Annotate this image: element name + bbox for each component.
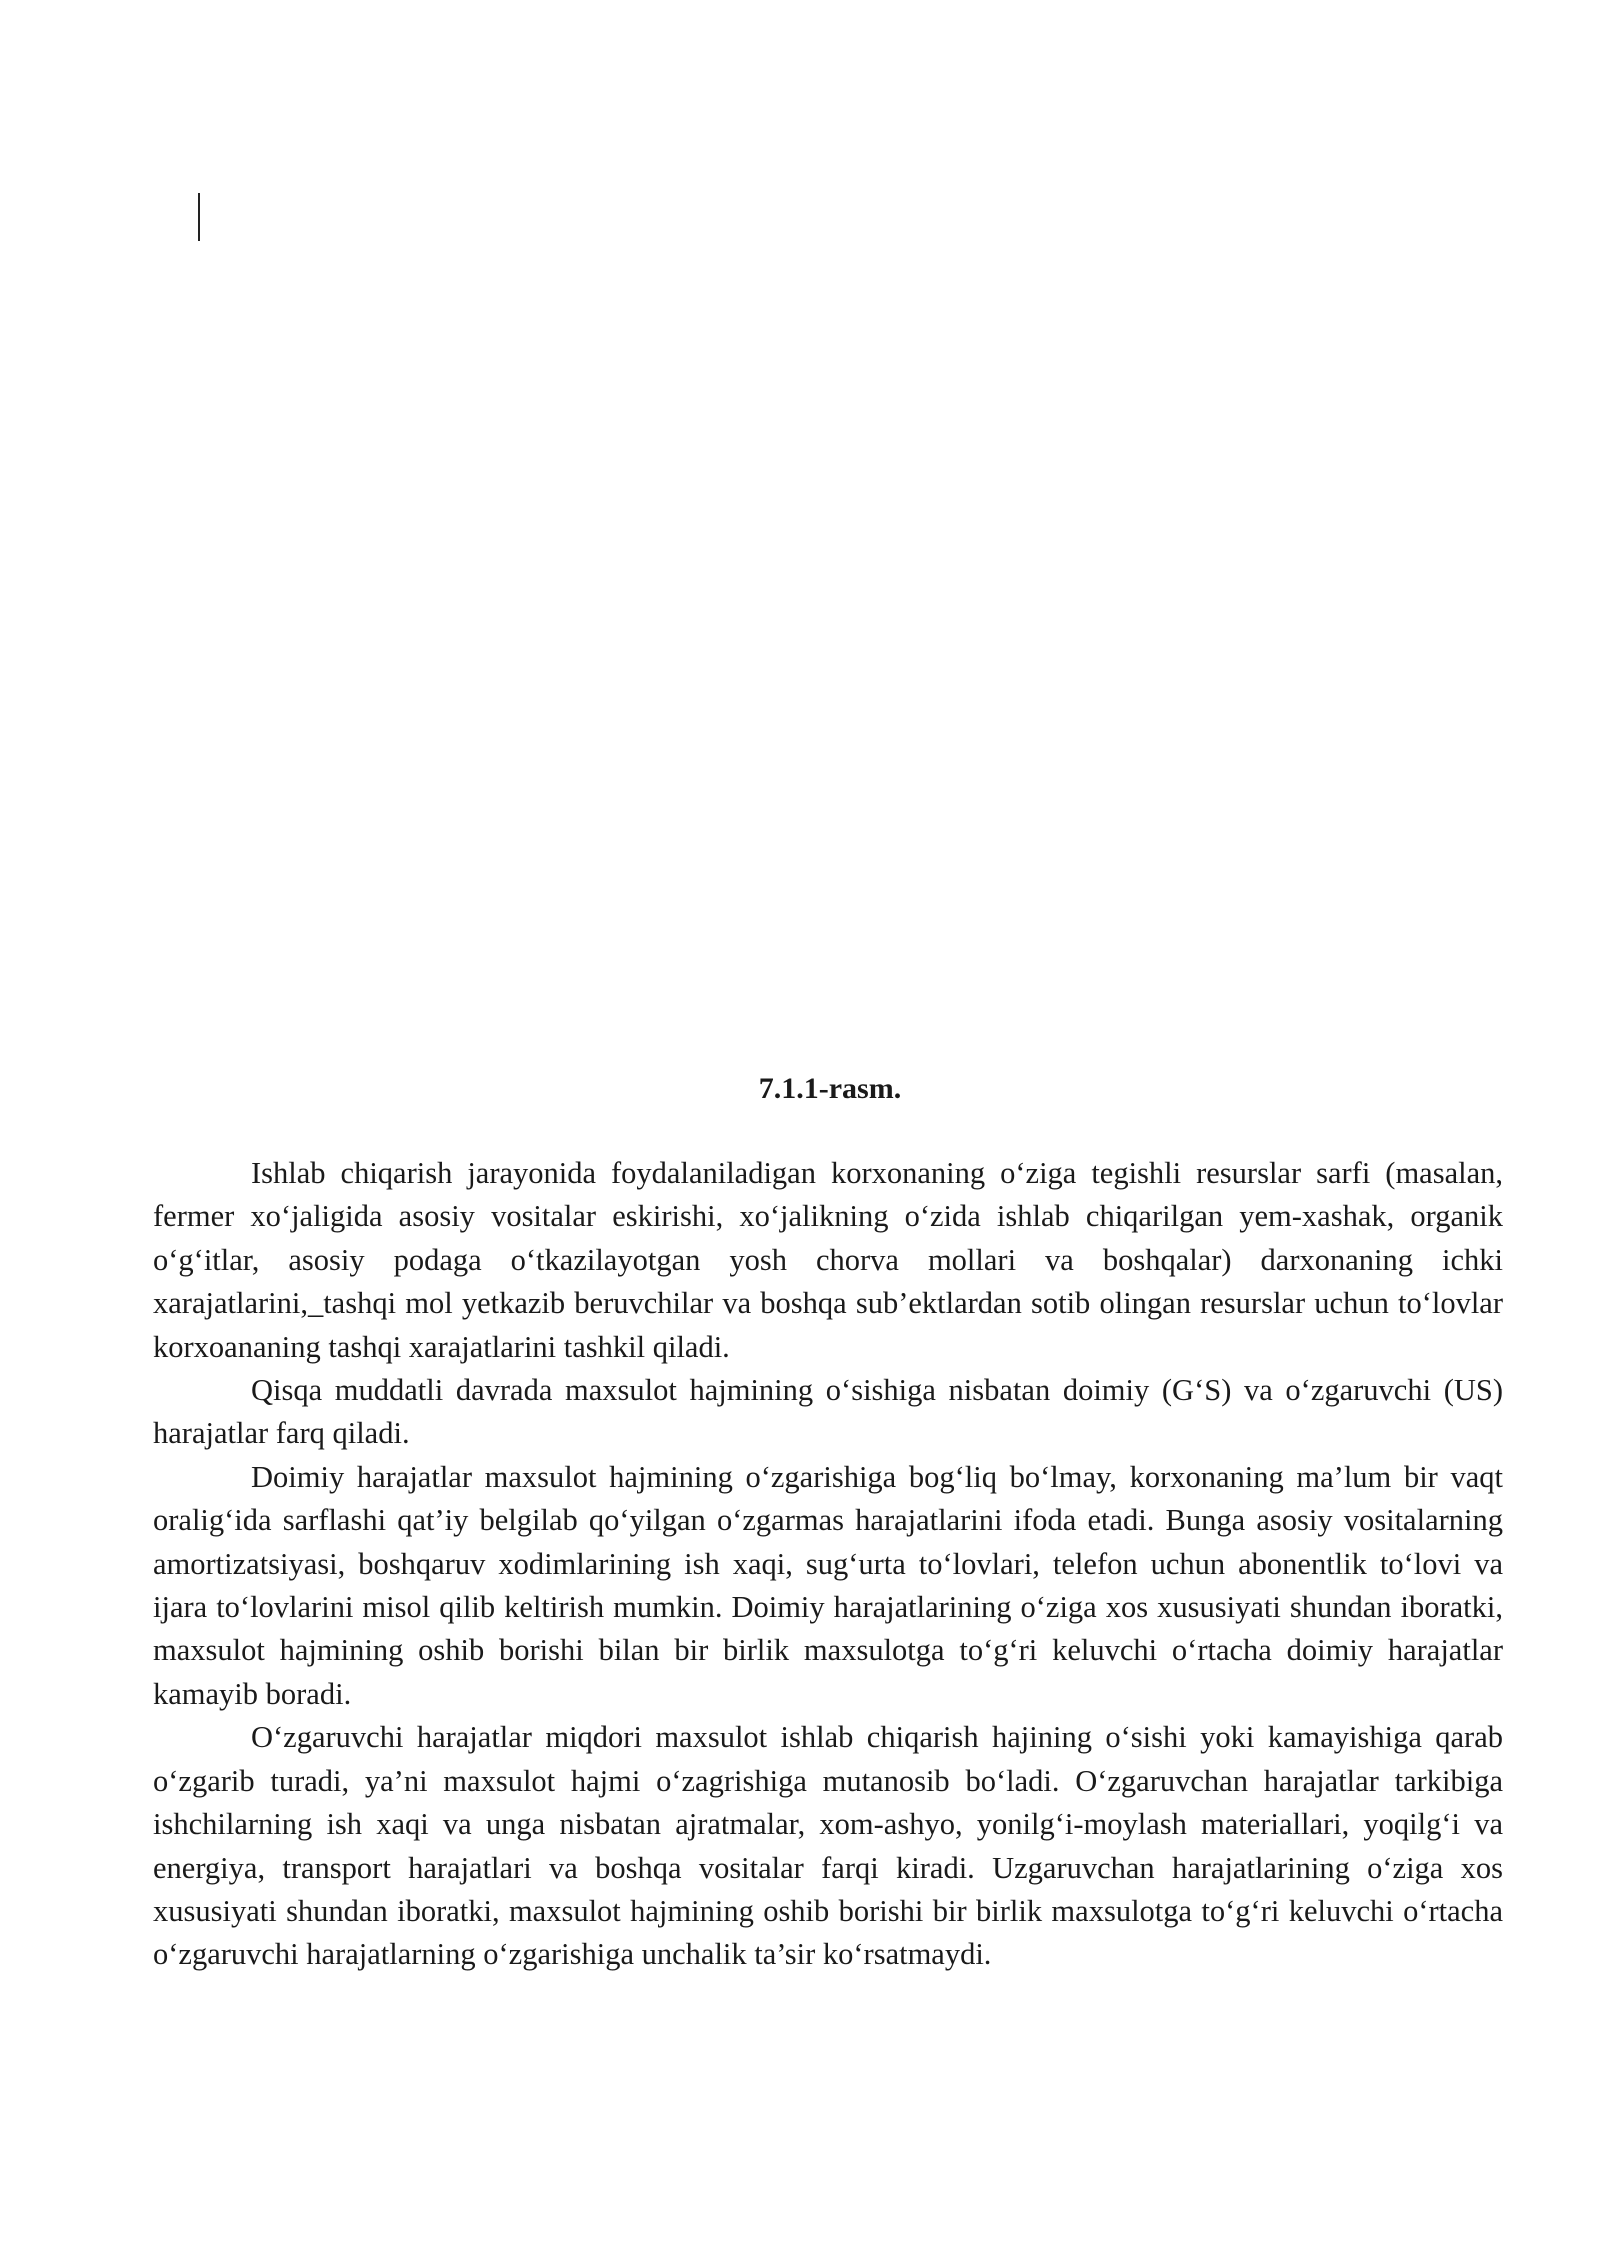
paragraph-variable-costs: O‘zgaruvchi harajatlar miqdori maxsulot ishlab chiqarish hajining o‘sishi yoki kamayishiga qarab o‘zgarib turadi, ya’ni maxsulot hajmi o‘zagrishiga mutanosib bo‘ladi. O‘zgaruvchan harajatlar tarkibiga ishchilarning ish xaqi va unga nisbatan ajratmalar, xom-ashyo, yonilg‘i-moylash materiallari, yoqilg‘i va energiya, transport harajatlari va boshqa vositalar farqi kiradi. Uzgaruvchan harajatlarining o‘ziga xos xususiyati shundan iboratki, maxsulot hajmining oshib borishi bir birlik maxsulotga to‘g‘ri keluvchi o‘rtacha o‘zgaruvchi harajatlarning o‘zgarishiga unchalik ta’sir ko‘rsatmaydi.	[153, 1720, 1503, 1972]
body-text	[153, 1152, 1503, 1977]
paragraph-fixed-costs: Doimiy harajatlar maxsulot hajmining o‘zgarishiga bog‘liq bo‘lmay, korxonaning ma’lum bir vaqt oralig‘ida sarflashi qat’iy belgilab qo‘yilgan o‘zgarmas harajatlarini ifoda etadi. Bunga asosiy vositalarning amortizatsiyasi, boshqaruv xodimlarining ish xaqi, sug‘urta to‘lovlari, telefon uchun abonentlik to‘lovi va ijara to‘lovlarini misol qilib keltirish mumkin. Doimiy harajatlarining o‘ziga xos xususiyati shundan iboratki, maxsulot hajmining oshib borishi bilan bir birlik maxsulotga to‘g‘ri keluvchi o‘rtacha doimiy harajatlar kamayib boradi.	[153, 1459, 1503, 1711]
figure-caption: 7.1.1-rasm.	[758, 1072, 902, 1105]
paragraph-short-term-costs: Qisqa muddatli davrada maxsulot hajmining o‘sishiga nisbatan doimiy (G‘S) va o‘zgaruvchi (US) harajatlar farq qiladi.	[153, 1373, 1503, 1451]
text-cursor	[198, 193, 200, 241]
paragraph-resource-costs: Ishlab chiqarish jarayonida foydalaniladigan korxonaning o‘ziga tegishli resurslar sarfi (masalan, fermer xo‘jaligida asosiy vositalar eskirishi, xo‘jalikning o‘zida ishlab chiqarilgan yem-xashak, organik o‘g‘itlar, asosiy podaga o‘tkazilayotgan yosh chorva mollari va boshqalar) darxonaning ichki xarajatlarini,_tashqi mol yetkazib beruvchilar va boshqa sub’ektlardan sotib olingan resurslar uchun to‘lovlar korxoananing tashqi xarajatlarini tashkil qiladi.	[153, 1156, 1503, 1364]
